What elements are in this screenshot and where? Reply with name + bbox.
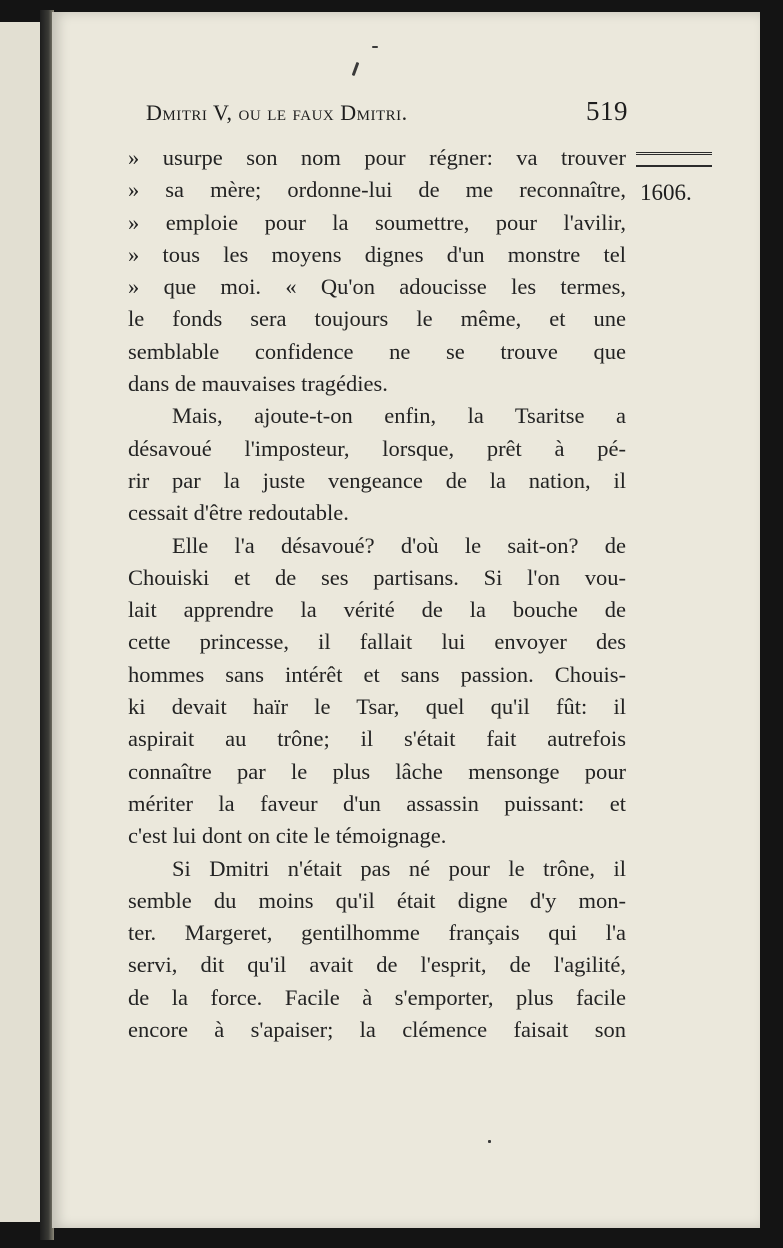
text-line: lait apprendre la vérité de la bouche de [128, 597, 626, 623]
text-line: » tous les moyens dignes d'un monstre tel [128, 241, 626, 267]
margin-rule-ornament [636, 152, 712, 167]
margin-year-note: 1606. [640, 180, 692, 205]
text-line: mériter la faveur d'un assassin puissant: et [128, 790, 626, 816]
text-line: semble du moins qu'il était digne d'y mon- [128, 887, 626, 913]
text-line: cette princesse, il fallait lui envoyer des [128, 629, 626, 655]
text-line: » sa mère; ordonne-lui de me reconnaître, [128, 177, 626, 203]
ink-speck [488, 1140, 491, 1143]
text-line: semblable confidence ne se trouve que [128, 338, 626, 364]
running-header [146, 96, 628, 127]
text-line: de la force. Facile à s'emporter, plus facile [128, 984, 626, 1010]
text-line: dans de mauvaises tragédies. [128, 371, 388, 397]
text-line: » que moi. « Qu'on adoucisse les termes, [128, 274, 626, 300]
text-line: Si Dmitri n'était pas né pour le trône, il [172, 855, 626, 881]
text-line: servi, dit qu'il avait de l'esprit, de l'agilité, [128, 952, 626, 978]
text-line: connaître par le plus lâche mensonge pour [128, 758, 626, 784]
text-line: hommes sans intérêt et sans passion. Chouis- [128, 661, 626, 687]
page-number: 519 [586, 96, 628, 126]
text-line: cessait d'être redoutable. [128, 500, 349, 526]
text-line: ter. Margeret, gentilhomme français qui l'a [128, 920, 626, 946]
text-line: ki devait haïr le Tsar, quel qu'il fût: il [128, 694, 626, 720]
text-line: » emploie pour la soumettre, pour l'avilir, [128, 209, 626, 235]
text-line: Elle l'a désavoué? d'où le sait-on? de [172, 532, 626, 558]
text-line: aspirait au trône; il s'était fait autrefois [128, 726, 626, 752]
text-line: Chouiski et de ses partisans. Si l'on vou- [128, 564, 626, 590]
text-line: désavoué l'imposteur, lorsque, prêt à pé- [128, 435, 626, 461]
text-line: c'est lui dont on cite le témoignage. [128, 823, 447, 849]
text-line: le fonds sera toujours le même, et une [128, 306, 626, 332]
running-title: Dmitri V, ou le faux Dmitri. [146, 100, 408, 125]
text-line: » usurpe son nom pour régner: va trouver [128, 145, 626, 170]
page-body-text [128, 142, 626, 1046]
text-line: encore à s'apaiser; la clémence faisait son [128, 1017, 626, 1043]
text-line: Mais, ajoute-t-on enfin, la Tsaritse a [172, 403, 626, 429]
text-line: rir par la juste vengeance de la nation, il [128, 467, 626, 493]
left-page-edge [0, 22, 42, 1222]
ink-speck [372, 46, 378, 48]
